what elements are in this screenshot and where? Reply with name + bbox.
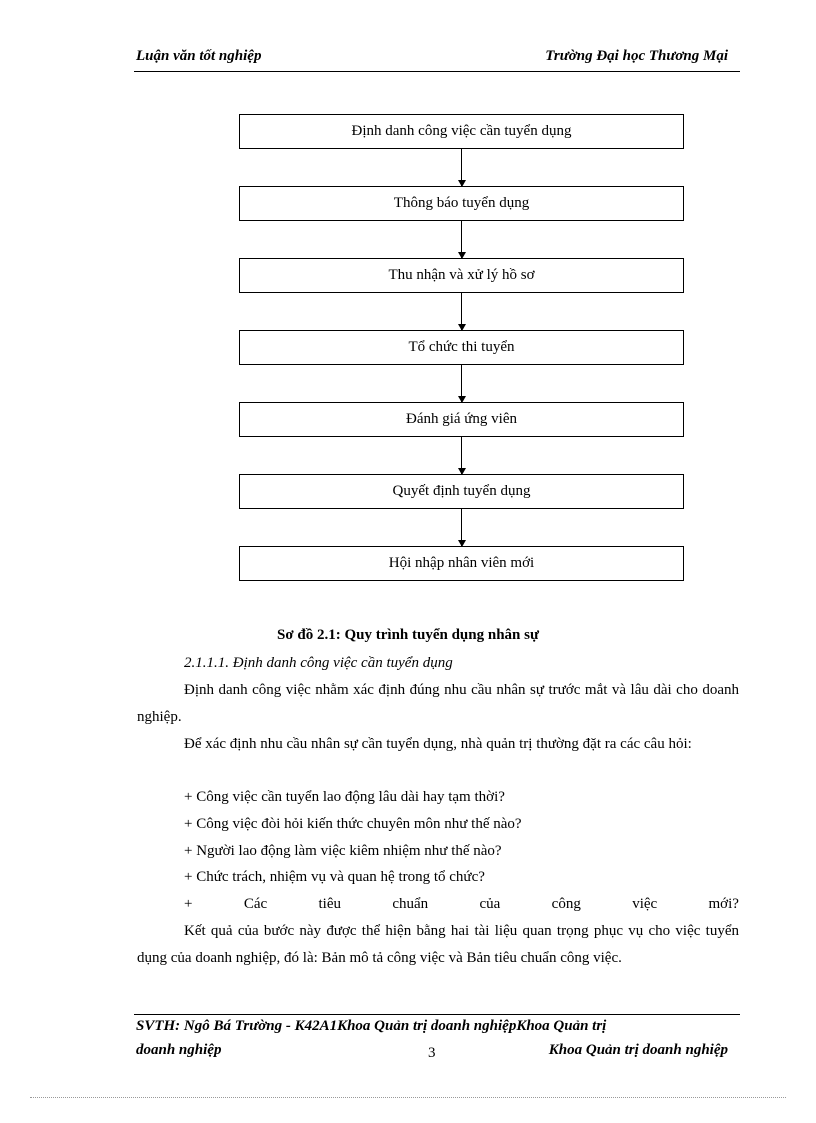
header-rule bbox=[134, 71, 740, 72]
question-5-word: + bbox=[184, 896, 193, 912]
question-item-4: + Chức trách, nhiệm vụ và quan hệ trong tổ chức? bbox=[184, 869, 485, 885]
question-5-word: mới? bbox=[708, 896, 739, 912]
page-bottom-dotted-line bbox=[30, 1097, 786, 1098]
question-5-word: tiêu bbox=[318, 896, 341, 912]
question-5-word: chuẩn bbox=[392, 896, 429, 912]
question-item-2: + Công việc đòi hỏi kiến thức chuyên môn như thế nào? bbox=[184, 816, 522, 832]
question-5-word: Các bbox=[243, 896, 268, 912]
flow-step-4: Tổ chức thi tuyển bbox=[239, 330, 684, 365]
page-number: 3 bbox=[428, 1045, 436, 1061]
footer-faculty-left: doanh nghiệp bbox=[136, 1042, 222, 1058]
question-item-5 bbox=[184, 896, 739, 913]
flow-step-1: Định danh công việc cần tuyển dụng bbox=[239, 114, 684, 149]
flow-arrow-1 bbox=[461, 149, 462, 186]
flow-arrow-4 bbox=[461, 365, 462, 402]
flow-arrow-3 bbox=[461, 293, 462, 330]
header-university-name: Trường Đại học Thương Mại bbox=[545, 48, 728, 64]
flow-arrow-6 bbox=[461, 509, 462, 546]
footer-rule bbox=[134, 1014, 740, 1015]
flow-step-3: Thu nhận và xử lý hồ sơ bbox=[239, 258, 684, 293]
flow-step-7: Hội nhập nhân viên mới bbox=[239, 546, 684, 581]
paragraph-3: Kết quả của bước này được thể hiện bằng hai tài liệu quan trọng phục vụ cho việc tuyển dụng của doanh nghiệp, đó là: Bản mô tả công việc và Bản tiêu chuẩn công việc. bbox=[137, 923, 739, 966]
question-item-1: + Công việc cần tuyển lao động lâu dài hay tạm thời? bbox=[184, 789, 505, 805]
flow-step-5: Đánh giá ứng viên bbox=[239, 402, 684, 437]
question-5-word: việc bbox=[632, 896, 658, 912]
footer-student-info: SVTH: Ngô Bá Trường - K42A1Khoa Quản trị doanh nghiệpKhoa Quản trị bbox=[136, 1018, 607, 1034]
figure-caption: Sơ đồ 2.1: Quy trình tuyển dụng nhân sự bbox=[277, 627, 539, 643]
flow-step-2: Thông báo tuyển dụng bbox=[239, 186, 684, 221]
paragraph-1: Định danh công việc nhằm xác định đúng nhu cầu nhân sự trước mắt và lâu dài cho doanh nghiệp. bbox=[137, 682, 739, 725]
flow-arrow-5 bbox=[461, 437, 462, 474]
question-item-3: + Người lao động làm việc kiêm nhiệm như thế nào? bbox=[184, 843, 502, 859]
paragraph-2: Để xác định nhu cầu nhân sự cần tuyển dụng, nhà quản trị thường đặt ra các câu hỏi: bbox=[184, 736, 692, 752]
footer-faculty-right: Khoa Quản trị doanh nghiệp bbox=[548, 1042, 728, 1058]
section-subheading: 2.1.1.1. Định danh công việc cần tuyển dụng bbox=[184, 655, 453, 671]
flow-step-6: Quyết định tuyển dụng bbox=[239, 474, 684, 509]
header-thesis-label: Luận văn tốt nghiệp bbox=[136, 48, 262, 64]
flow-arrow-2 bbox=[461, 221, 462, 258]
question-5-word: của bbox=[479, 896, 501, 912]
question-5-word: công bbox=[551, 896, 581, 912]
